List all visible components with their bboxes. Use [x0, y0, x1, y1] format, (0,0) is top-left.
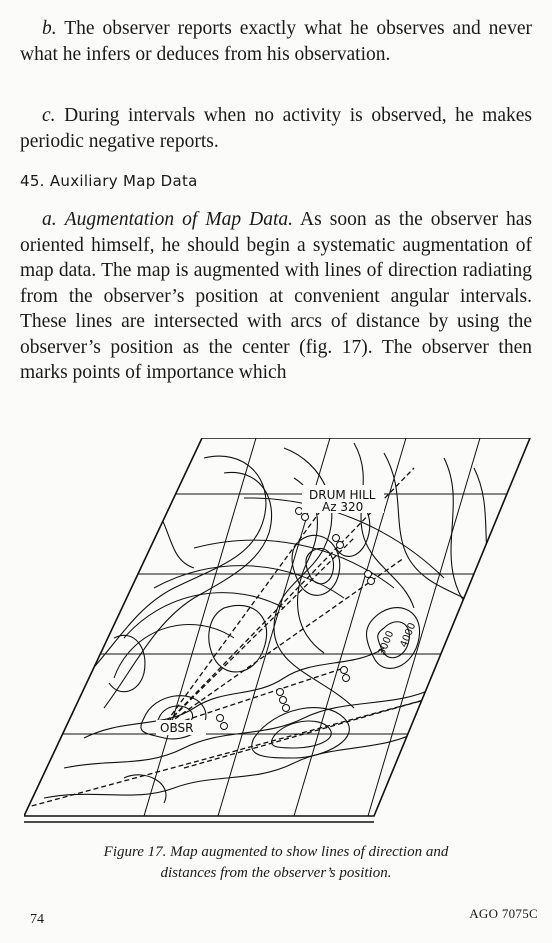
ago-code: AGO 7075C — [469, 906, 538, 921]
paragraph-a-title: Augmentation of Map Data. — [64, 209, 294, 230]
distance-3000-label: 3000 — [376, 629, 397, 658]
obsr-label: OBSR — [160, 721, 194, 735]
paragraph-a-marker: a. — [42, 209, 57, 230]
paragraph-a — [20, 207, 532, 386]
azimuth-label: Az 320 — [322, 500, 364, 514]
paragraph-c — [20, 103, 532, 154]
paragraph-b-text: The observer reports exactly what he observes and never what he infers or deduces from his observation. — [20, 18, 532, 65]
paragraph-c-marker: c. — [42, 105, 56, 126]
drum-hill-label: DRUM HILL — [309, 488, 376, 502]
direction-lines — [24, 468, 424, 808]
page-number: 74 — [30, 912, 44, 927]
section-heading: 45. Auxiliary Map Data — [20, 172, 198, 190]
paragraph-b — [20, 16, 532, 67]
paragraph-a-text: As soon as the observer has oriented himself, he should begin a systematic augmentation of map data. The map is augmented with lines of direction radiating from the observer’s position at convenient angular intervals. These lines are intersected with arcs of distance by using the observer’s position as the center (fig. 17). The observer then marks points of importance which — [20, 209, 532, 383]
paragraph-c-text: During intervals when no activity is observed, he makes periodic negative reports. — [20, 105, 532, 152]
augmented-map-figure — [24, 438, 536, 834]
figure-caption-line1: Figure 17. Map augmented to show lines of direction and — [103, 844, 449, 860]
distance-arcs — [114, 498, 444, 678]
grid-lines — [24, 438, 536, 816]
figure-caption-line2: distances from the observer’s position. — [160, 865, 392, 881]
paragraph-b-marker: b. — [42, 18, 57, 39]
map-border — [24, 438, 530, 816]
distance-4000-label: 4000 — [398, 621, 419, 650]
